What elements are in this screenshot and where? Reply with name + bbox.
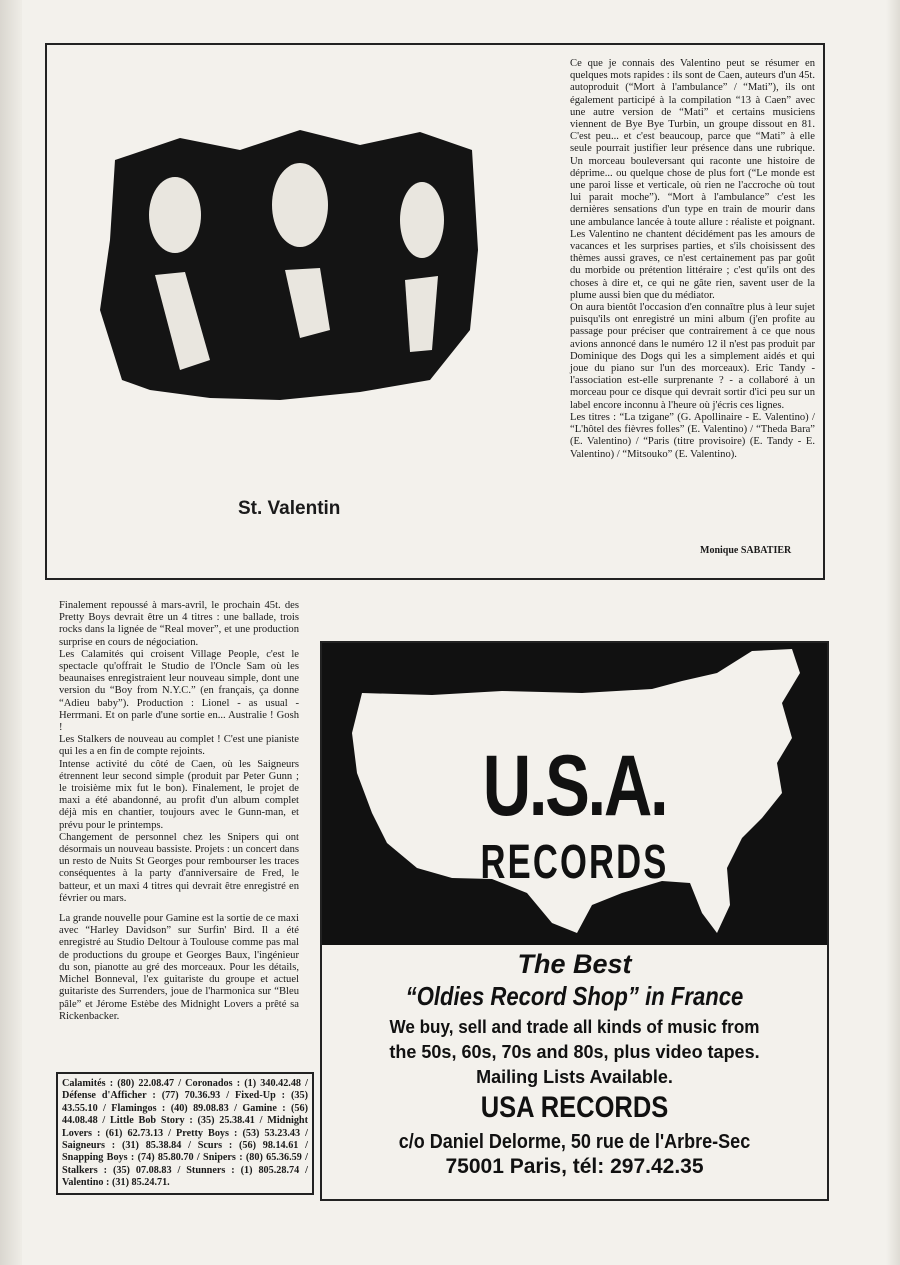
news-snipers: Changement de personnel chez les Snipers qui ont désormais un nouveau bassiste. Projets : un concert dans un resto de Nuits St Georges pour rembourser les traces conséquentes à la party d'anniversaire de Fred, le batteur, et un maxi 4 titres qui devrait être enregistré en février ou mars. <box>59 831 299 904</box>
article-paragraph: Ce que je connais des Valentino peut se résumer en quelques mots rapides : ils sont de Caen, auteurs d'un 45t. autoproduit (“Mort à l'ambulance” / “Mati”), ils ont également participé à la compilation “13 à Caen” avec une autre version de “Mati” et certains musiciens viennent de Bye Bye Turbin, un groupe dissout en 81. C'est peu... et c'est beaucoup, parce que “Mati” à elle seule pourrait justifier leur présence dans une rubrique. Un morceau bouleversant qui raconte une histoire de déprime... ou quelque chose de plus fort (“Le monde est une paroi lisse et verticale, où rien ne l'accroche où tout lui parait moche”). “Mort à l'ambulance” c'est les dernières sensations d'un type en train de mourir dans une ambulance lancée à toute allure : réaliste et poignant. Les Valentino ne chantent décidément pas les amours de vacances et les surprises parties, et s'ils choisissent des thèmes aussi graves, ce n'est certainement pas par goût du morbide ou prétention littéraire ; c'est qu'ils ont des choses à dire et, ce qui ne gâte rien, savent user de la plume aussi bien que du médiator. <box>570 58 815 301</box>
news-gamine: La grande nouvelle pour Gamine est la sortie de ce maxi avec “Harley Davidson” sur Surfin' Bird. Il a été enregistré au Studio Deltour à Toulouse comme pas mal de productions du groupe et Georges Baux, l'ingénieur du son, pianotte au gré des morceaux. Pour les détails, Michel Bonneval, l'ex guitariste du groupe et actuel guitariste des Surrenders, joue de l'harmonica sur “Bleu pâle” et Jérome Estèbe des Midnight Lovers a prêté sa Rickenbacker. <box>59 913 299 1022</box>
ad-logo-usa: U.S.A. <box>482 738 667 834</box>
article-paragraph: On aura bientôt l'occasion d'en connaître plus à leur sujet puisqu'ils ont enregistré un mini album (j'en profite au passage pour préciser que contrairement à ce que nous avions annoncé dans le numéro 12 il n'est pas produit par Dominique des Dogs qui les a simplement aidés et qui joue du piano sur l'un des morceaux). Eric Tandy - l'association est-elle surprenante ? - a collaboré à un morceau pour ce disque qui devrait sortir d'ici peu sur un label encore inconnu à l'heure où j'écris ces lignes. <box>570 302 815 411</box>
ad-the-best: The Best <box>517 949 632 979</box>
valentino-article-text <box>570 58 815 461</box>
page-right-edge <box>886 0 900 1265</box>
band-photo <box>60 100 480 400</box>
ad-decades: the 50s, 60s, 70s and 80s, plus video tapes. <box>389 1042 760 1062</box>
news-calamites: Les Calamités qui croisent Village People, c'est le spectacle qu'offrait le Studio de l'Oncle Sam où les beaunaises enregistraient leur nouveau simple, dont une version du “Boy from N.Y.C.” (en français, ça donne “Adieu baby”). Production : Lionel - as usual - Herrmani. Et on parle d'une sortie en... Australie ! Gosh ! <box>59 648 299 734</box>
ad-address: c/o Daniel Delorme, 50 rue de l'Arbre-Sec <box>398 1131 751 1153</box>
news-pretty-boys: Finalement repoussé à mars-avril, le prochain 45t. des Pretty Boys devrait être un 4 titres : une ballade, trois rocks dans la lignée de “Real mover”, et une production surprise en cours de négociation. <box>59 600 299 648</box>
ad-logo-records: RECORDS <box>480 836 669 889</box>
photo-caption: St. Valentin <box>238 498 341 519</box>
article-paragraph: Les titres : “La tzigane” (G. Apollinaire - E. Valentino) / “L'hôtel des fièvres folles” (E. Valentino) / “Theda Bara” (E. Valentino) / “Paris (titre provisoire) (E. Tandy - E. Valentino) / “Mitsouko” (E. Valentino). <box>570 411 815 460</box>
ad-map-panel <box>322 643 827 945</box>
news-column <box>59 600 299 1023</box>
usa-records-ad <box>320 641 829 1201</box>
band-contacts-box: Calamités : (80) 22.08.47 / Coronados : (1) 340.42.48 / Défense d'Afficher : (77) 70.36.93 / Fixed-Up : (35) 43.55.10 / Flamingos : (40) 89.08.83 / Gamine : (56) 44.08.48 / Little Bob Story : (35) 25.38.41 / Midnight Lovers : (61) 62.73.13 / Pretty Boys : (53) 53.23.43 / Saigneurs : (31) 85.38.84 / Scurs : (56) 98.14.61 / Snapping Boys : (74) 85.80.70 / Snipers : (80) 65.36.59 / Stalkers : (35) 07.08.83 / Stunners : (1) 805.28.74 / Valentino : (31) 85.24.71. <box>56 1072 314 1195</box>
ad-buy-sell: We buy, sell and trade all kinds of music from <box>389 1017 760 1037</box>
ad-oldies-shop: “Oldies Record Shop” in France <box>405 981 744 1011</box>
ad-mailing-lists: Mailing Lists Available. <box>476 1067 673 1087</box>
ad-phone: 75001 Paris, tél: 297.42.35 <box>445 1155 704 1178</box>
page-left-edge <box>0 0 22 1265</box>
news-stalkers: Les Stalkers de nouveau au complet ! C'est une pianiste qui les a en fin de compte rejoints. <box>59 734 299 758</box>
article-signature: Monique SABATIER <box>700 545 792 556</box>
ad-store-name: USA RECORDS <box>480 1091 669 1124</box>
news-saigneurs: Intense activité du côté de Caen, où les Saigneurs étrennent leur second simple (produit par Peter Gunn ; le troisième mix fut le bon). Finalement, le projet de maxi a été abandonné, au profit d'un album complet déjà mis en chantier, toujours avec le Gunn-man, et prévu pour le printemps. <box>59 758 299 831</box>
